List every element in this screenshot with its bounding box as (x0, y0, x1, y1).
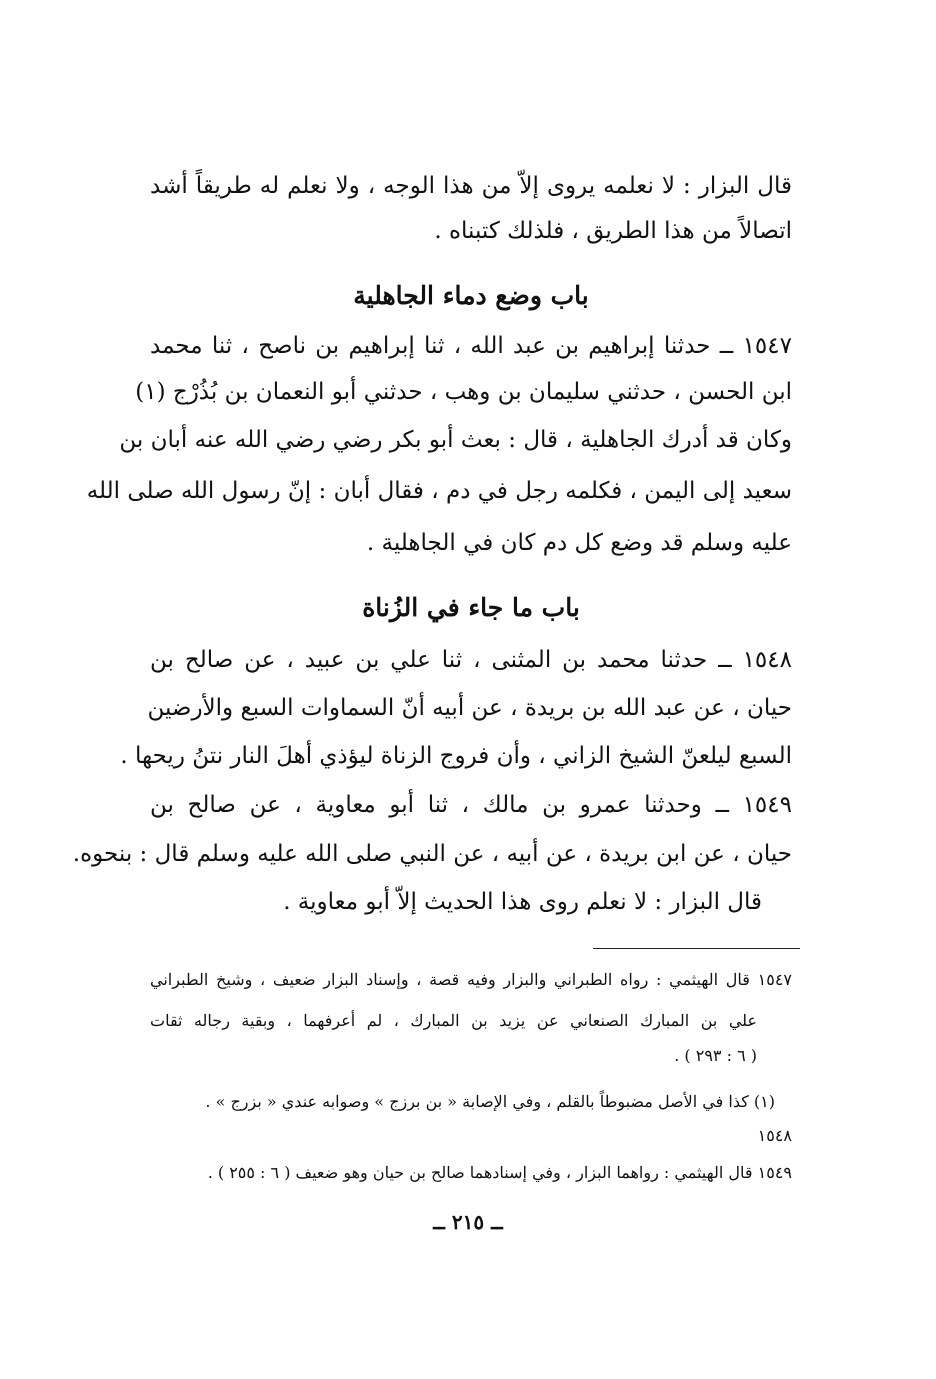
footnote-line: ( ٦ : ٢٩٣ ) . (674, 1046, 757, 1065)
footnote-line: ١٥٤٩ قال الهيثمي : رواهما البزار ، وفي إسنادهما صالح بن حيان وهو ضعيف ( ٦ : ٢٥٥ ) . (207, 1163, 792, 1182)
footnote-line: (١) كذا في الأصل مضبوطاً بالقلم ، وفي الإصابة « بن برزج » وصوابه عندي « بزرج » . (205, 1092, 775, 1111)
text-line: اتصالاً من هذا الطريق ، فلذلك كتبناه . (434, 218, 792, 244)
footnote-separator (593, 948, 800, 949)
text-line: ١٥٤٩ ــ وحدثنا عمرو بن مالك ، ثنا أبو معاوية ، عن صالح بن (150, 792, 792, 818)
text-line: حيان ، عن ابن بريدة ، عن أبيه ، عن النبي صلى الله عليه وسلم قال : بنحوه. (72, 841, 792, 867)
text-line: عليه وسلم قد وضع كل دم كان في الجاهلية . (366, 530, 792, 556)
text-line: السبع ليلعنّ الشيخ الزاني ، وأن فروج الزناة ليؤذي أهلَ النار نتنُ ريحها . (120, 743, 792, 769)
text-line: ابن الحسن ، حدثني سليمان بن وهب ، حدثني أبو النعمان بن بُذُرْج (١) (135, 379, 792, 405)
text-line: قال البزار : لا نعلمه يروى إلاّ من هذا الوجه ، ولا نعلم له طريقاً أشد (150, 173, 792, 199)
text-line: وكان قد أدرك الجاهلية ، قال : بعث أبو بكر رضي رضي الله عنه أبان بن (119, 427, 792, 453)
section-heading: باب ما جاء في الزُناة (362, 593, 580, 622)
footnote-number: ١٥٤٨ (757, 1126, 792, 1145)
section-heading: باب وضع دماء الجاهلية (353, 281, 589, 310)
footnote-line: ١٥٤٧ قال الهيثمي : رواه الطبراني والبزار وفيه قصة ، وإسناد البزار ضعيف ، وشيخ الطبراني (150, 970, 793, 989)
text-line: ١٥٤٨ ــ حدثنا محمد بن المثنى ، ثنا علي بن عبيد ، عن صالح بن (150, 647, 792, 673)
text-line: حيان ، عن عبد الله بن بريدة ، عن أبيه أنّ السماوات السبع والأرضين (147, 695, 792, 721)
text-line: ١٥٤٧ ــ حدثنا إبراهيم بن عبد الله ، ثنا إبراهيم بن ناصح ، ثنا محمد (150, 333, 792, 359)
footnote-line: علي بن المبارك الصنعاني عن يزيد بن المبارك ، لم أعرفهما ، وبقية رجاله ثقات (150, 1011, 757, 1030)
text-line: سعيد إلى اليمن ، فكلمه رجل في دم ، فقال أبان : إنّ رسول الله صلى الله (86, 478, 792, 504)
page-number: ــ ٢١٥ ــ (433, 1210, 503, 1234)
text-line: قال البزار : لا نعلم روى هذا الحديث إلاّ أبو معاوية . (283, 889, 762, 915)
